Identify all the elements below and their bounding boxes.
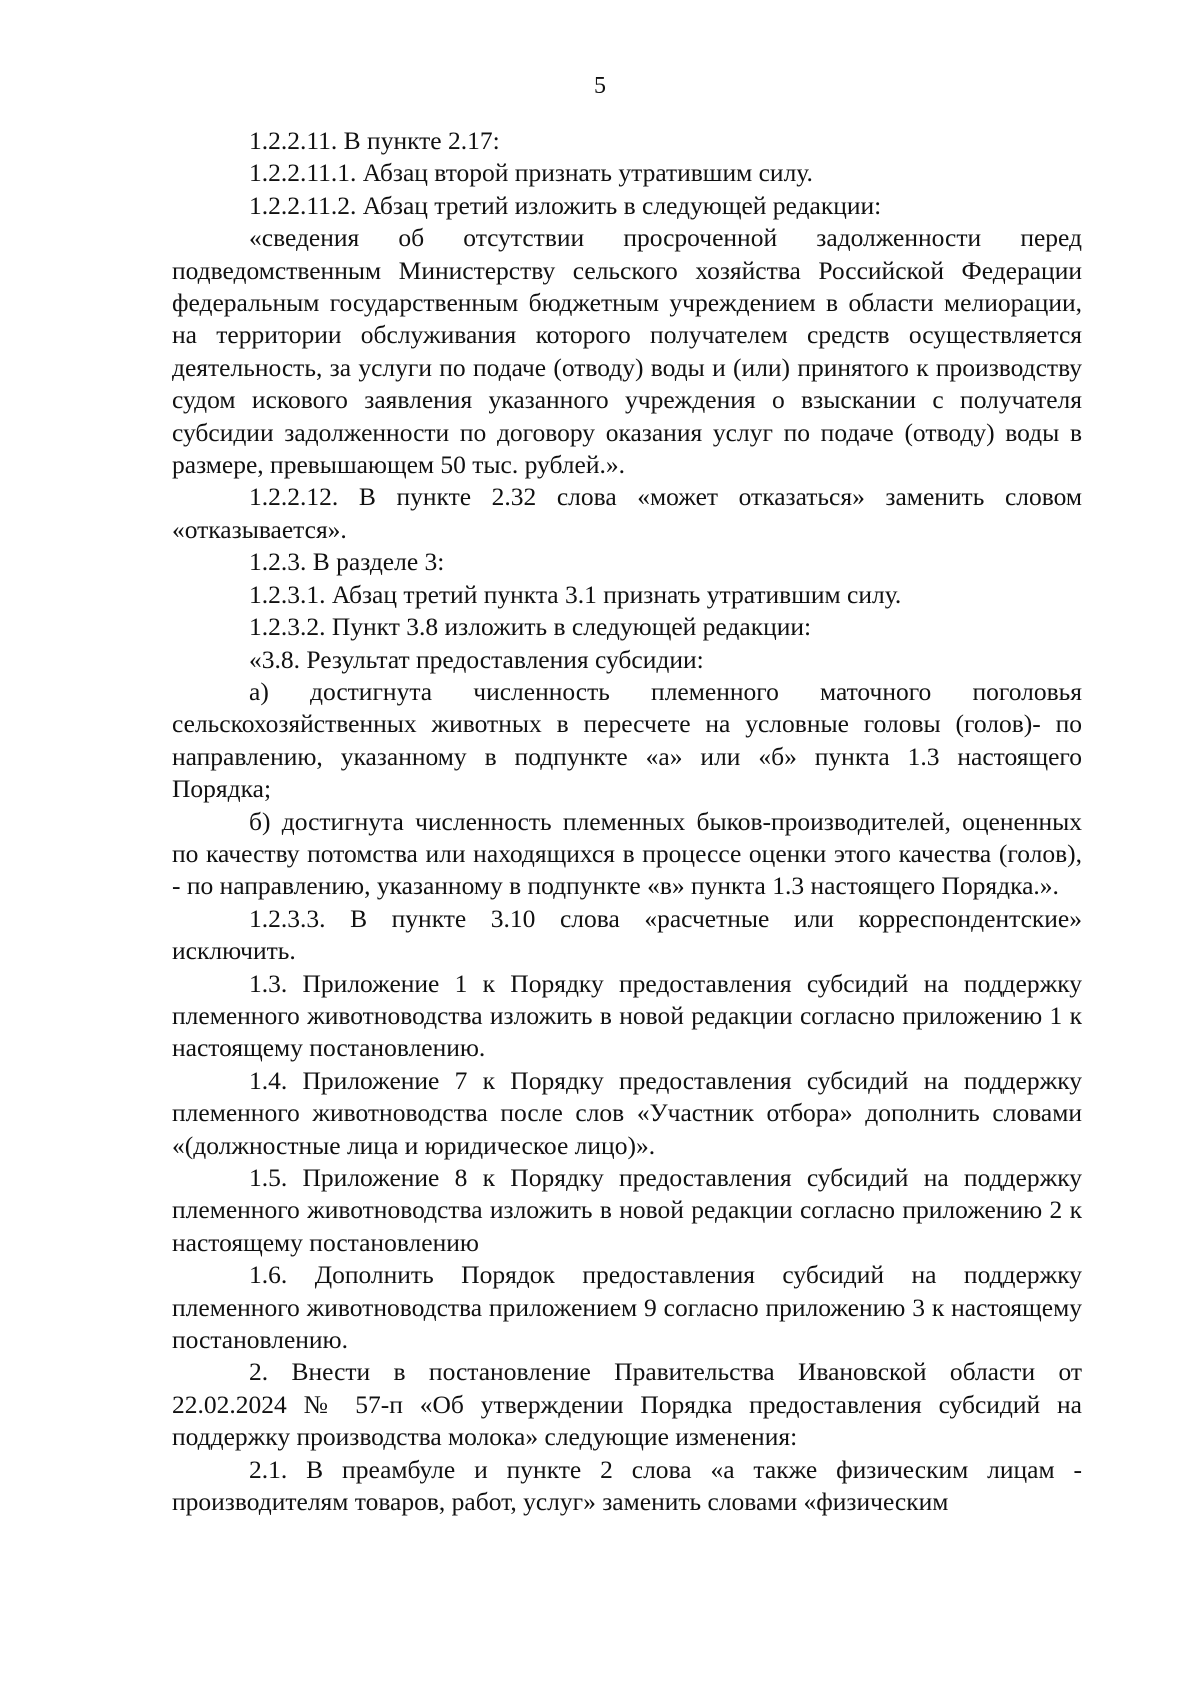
paragraph: 2. Внести в постановление Правительства Ивановской области от 22.02.2024 № 57-п «Об утверждении Порядка предоставления субсидий на поддержку производства молока» следующие изменения: (172, 1357, 1082, 1452)
paragraph: 1.6. Дополнить Порядок предоставления субсидий на поддержку племенного животноводства приложением 9 согласно приложению 3 к настоящему постановлению. (172, 1260, 1082, 1355)
document-body (172, 125, 1082, 1518)
paragraph: 1.5. Приложение 8 к Порядку предоставления субсидий на поддержку племенного животноводства изложить в новой редакции согласно приложению 2 к настоящему постановлению (172, 1163, 1082, 1257)
paragraph: 1.2.3.2. Пункт 3.8 изложить в следующей редакции: (249, 612, 812, 642)
paragraph: 1.2.2.12. В пункте 2.32 слова «может отказаться» заменить словом «отказывается». (172, 482, 1082, 544)
page-number: 5 (594, 73, 606, 99)
paragraph: «сведения об отсутствии просроченной задолженности перед подведомственным Министерству сельского хозяйства Российской Федерации федеральным государственным бюджетным учреждением в области мелиорации, на территории обслуживания которого получателем средств осуществляется деятельность, за услуги по подаче (отводу) воды и (или) принятого к производству судом искового заявления указанного учреждения о взыскании с получателя субсидии задолженности по договору оказания услуг по подаче (отводу) воды в размере, превышающем 50 тыс. рублей.». (172, 223, 1082, 480)
paragraph: 1.2.3.3. В пункте 3.10 слова «расчетные или корреспондентские» исключить. (172, 903, 1082, 966)
paragraph: а) достигнута численность племенного маточного поголовья сельскохозяйственных животных в пересчете на условные головы (голов)- по направлению, указанному в подпункте «а» или «б» пункта 1.3 настоящего Порядка; (172, 676, 1082, 804)
paragraph: 1.2.2.11. В пункте 2.17: (249, 126, 500, 155)
paragraph: 1.3. Приложение 1 к Порядку предоставления субсидий на поддержку племенного животноводства изложить в новой редакции согласно приложению 1 к настоящему постановлению. (172, 968, 1082, 1063)
paragraph: 1.2.3.1. Абзац третий пункта 3.1 признать утратившим силу. (249, 579, 902, 609)
paragraph: 1.2.3. В разделе 3: (249, 547, 445, 577)
paragraph: 1.4. Приложение 7 к Порядку предоставления субсидий на поддержку племенного животноводства после слов «Участник отбора» дополнить словами «(должностные лица и юридическое лицо)». (172, 1065, 1082, 1160)
paragraph: 1.2.2.11.2. Абзац третий изложить в следующей редакции: (249, 190, 882, 220)
paragraph: 2.1. В преамбуле и пункте 2 слова «а также физическим лицам - производителям товаров, работ, услуг» заменить словами «физическим (172, 1454, 1082, 1517)
paragraph: б) достигнута численность племенных быков-производителей, оцененных по качеству потомства или находящихся в процессе оценки этого качества (голов), - по направлению, указанному в подпункте «в» пункта 1.3 настоящего Порядка.». (172, 806, 1082, 901)
paragraph: «3.8. Результат предоставления субсидии: (249, 644, 704, 674)
paragraph: 1.2.2.11.1. Абзац второй признать утратившим силу. (249, 158, 813, 188)
